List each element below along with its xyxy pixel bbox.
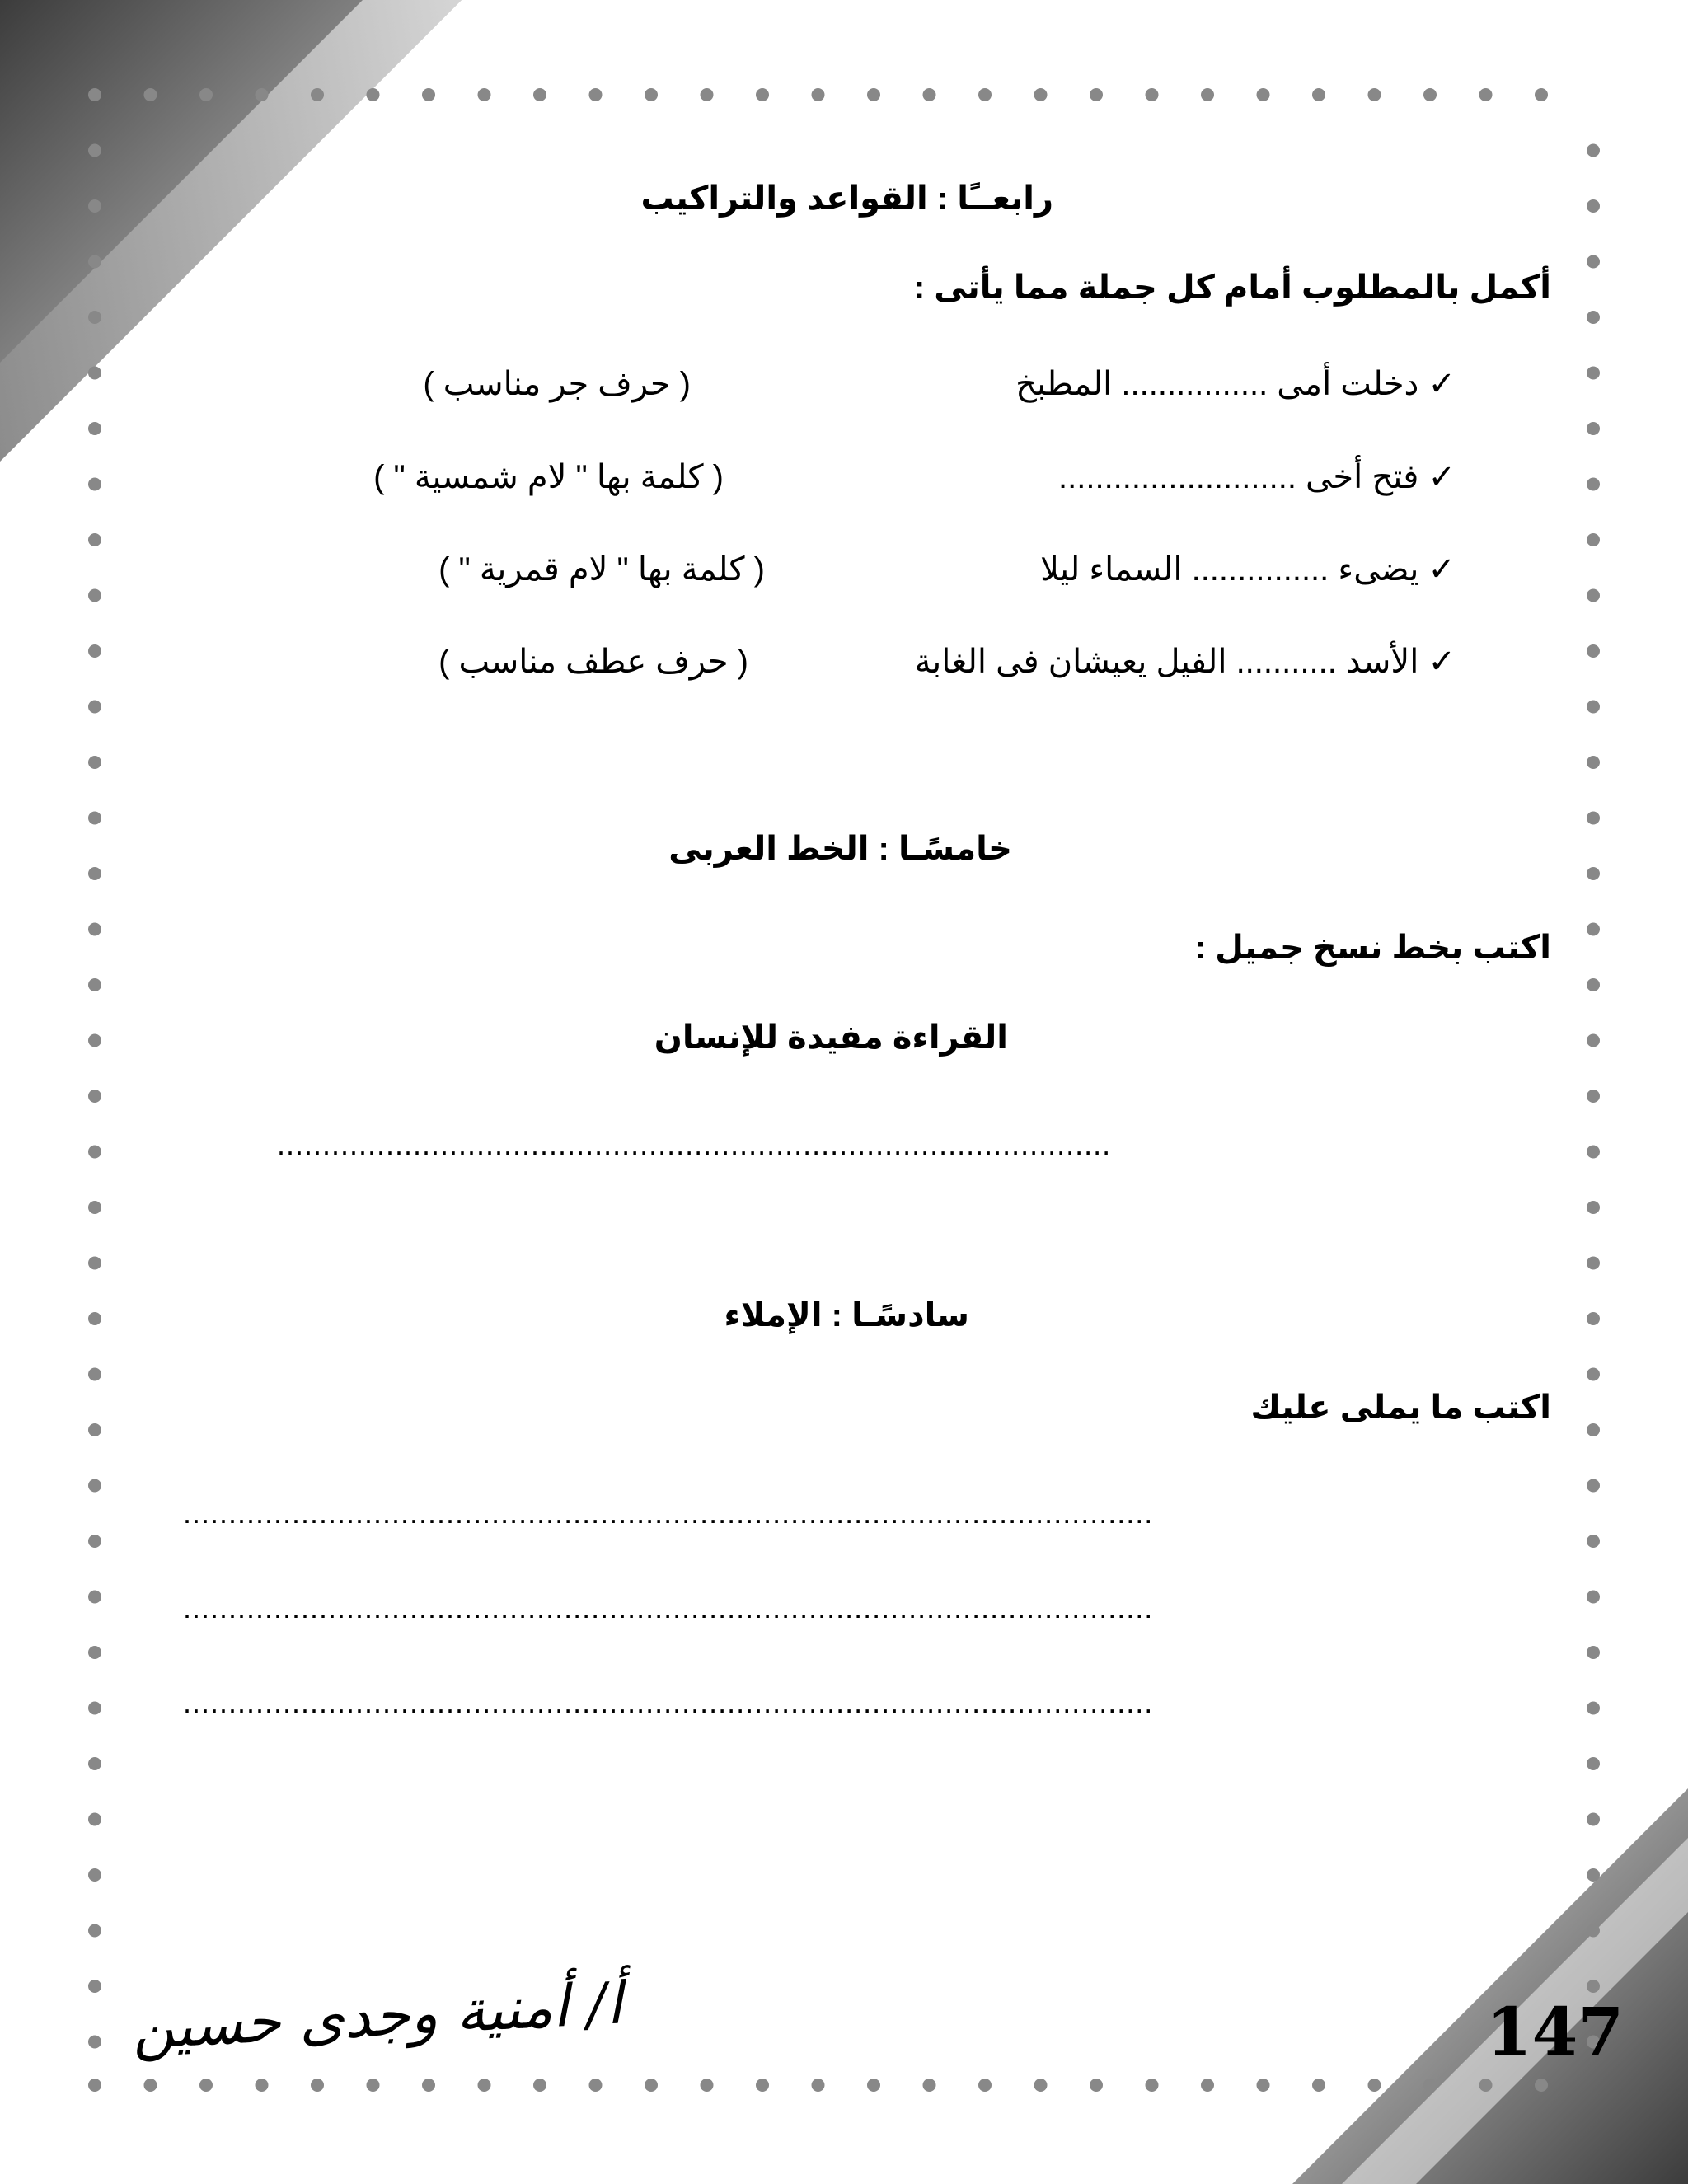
border-dot-top: [144, 88, 157, 101]
border-dot-left: [88, 1813, 101, 1826]
border-dot-right: [1587, 1479, 1600, 1493]
border-dot-left: [88, 1090, 101, 1103]
border-dot-left: [88, 2036, 101, 2049]
border-dot-bottom: [645, 2079, 658, 2092]
border-dot-bottom: [88, 2079, 101, 2092]
border-dot-top: [978, 88, 992, 101]
border-dot-left: [88, 1201, 101, 1214]
border-dot-top: [311, 88, 324, 101]
border-dot-top: [1146, 88, 1159, 101]
border-dot-left: [88, 756, 101, 769]
border-dot-left: [88, 199, 101, 213]
border-dot-left: [88, 1479, 101, 1493]
border-dot-bottom: [978, 2079, 992, 2092]
exercise-hint-1: ( حرف جر مناسب ): [423, 366, 691, 402]
border-dot-bottom: [1201, 2079, 1214, 2092]
border-dot-top: [478, 88, 491, 101]
exercise-sentence-2: ✓ فتح أخى ..........................: [1058, 459, 1456, 495]
border-dot-top: [1201, 88, 1214, 101]
border-dot-top: [756, 88, 769, 101]
border-dot-right: [1587, 1034, 1600, 1047]
border-dot-right: [1587, 533, 1600, 546]
exercise-hint-3: ( كلمة بها " لام قمرية " ): [438, 551, 765, 588]
border-dot-top: [256, 88, 269, 101]
border-dot-left: [88, 311, 101, 324]
border-dot-left: [88, 533, 101, 546]
border-dot-bottom: [311, 2079, 324, 2092]
border-dot-bottom: [1535, 2079, 1548, 2092]
copy-phrase: القراءة مفيدة للإنسان: [654, 1019, 1008, 1056]
border-dot-top: [1479, 88, 1493, 101]
border-dot-right: [1587, 1980, 1600, 1993]
border-dot-top: [1312, 88, 1325, 101]
border-dot-left: [88, 422, 101, 435]
border-dot-left: [88, 1646, 101, 1659]
border-dot-left: [88, 144, 101, 157]
border-dot-bottom: [1090, 2079, 1103, 2092]
border-dot-top: [1034, 88, 1048, 101]
border-dot-left: [88, 255, 101, 269]
exercise-sentence-3: ✓ يضىء ............... السماء ليلا: [1040, 551, 1456, 588]
border-dot-bottom: [533, 2079, 546, 2092]
border-dot-bottom: [1479, 2079, 1493, 2092]
exercise-hint-4: ( حرف عطف مناسب ): [438, 644, 748, 680]
border-dot-right: [1587, 1868, 1600, 1882]
border-dot-right: [1587, 1646, 1600, 1659]
border-dot-right: [1587, 311, 1600, 324]
border-dot-left: [88, 867, 101, 880]
border-dot-right: [1587, 1535, 1600, 1548]
border-dot-right: [1587, 1090, 1600, 1103]
border-dot-right: [1587, 1146, 1600, 1159]
border-dot-top: [199, 88, 213, 101]
border-dot-left: [88, 1757, 101, 1770]
border-dot-top: [1535, 88, 1548, 101]
border-dot-bottom: [1034, 2079, 1048, 2092]
border-dot-left: [88, 644, 101, 658]
border-dot-bottom: [1257, 2079, 1270, 2092]
border-dot-right: [1587, 701, 1600, 714]
border-dot-bottom: [144, 2079, 157, 2092]
section4-instruction: أكمل بالمطلوب أمام كل جملة مما يأتى :: [913, 269, 1551, 306]
section6-title: سادسًـا : الإملاء: [724, 1297, 969, 1333]
handwriting-answer-line[interactable]: ............................................................................................: [277, 1127, 1112, 1161]
border-dot-left: [88, 1034, 101, 1047]
border-dot-right: [1587, 144, 1600, 157]
border-dot-right: [1587, 978, 1600, 991]
border-dot-top: [1090, 88, 1103, 101]
border-dot-right: [1587, 589, 1600, 602]
border-dot-left: [88, 701, 101, 714]
section4-title: رابعــًا : القواعد والتراكيب: [640, 180, 1053, 217]
border-dot-bottom: [867, 2079, 880, 2092]
border-dot-left: [88, 1146, 101, 1159]
border-dot-left: [88, 589, 101, 602]
border-dot-right: [1587, 1201, 1600, 1214]
border-dot-left: [88, 978, 101, 991]
border-dot-bottom: [478, 2079, 491, 2092]
dictation-answer-line-1[interactable]: ...........................................................................................................: [183, 1496, 1154, 1530]
border-dot-top: [533, 88, 546, 101]
border-dot-right: [1587, 1312, 1600, 1325]
border-dot-right: [1587, 1423, 1600, 1436]
page-number: 147: [1486, 1993, 1624, 2070]
border-dot-top: [88, 88, 101, 101]
border-dot-right: [1587, 1924, 1600, 1938]
section6-instruction: اكتب ما يملى عليك: [1250, 1390, 1551, 1426]
border-dot-left: [88, 1423, 101, 1436]
border-dot-left: [88, 1924, 101, 1938]
border-dot-bottom: [923, 2079, 936, 2092]
section5-instruction: اكتب بخط نسخ جميل :: [1194, 930, 1551, 966]
border-dot-top: [812, 88, 825, 101]
exercise-sentence-4: ✓ الأسد ........... الفيل يعيشان فى الغابة: [914, 644, 1456, 680]
border-dot-right: [1587, 923, 1600, 936]
dictation-answer-line-3[interactable]: ...........................................................................................................: [183, 1685, 1154, 1719]
border-dot-bottom: [812, 2079, 825, 2092]
border-dot-right: [1587, 1757, 1600, 1770]
border-dot-top: [589, 88, 603, 101]
border-dot-right: [1587, 812, 1600, 825]
border-dot-right: [1587, 1591, 1600, 1604]
exercise-hint-2: ( كلمة بها " لام شمسية " ): [373, 459, 724, 495]
border-dot-right: [1587, 756, 1600, 769]
border-dot-left: [88, 1980, 101, 1993]
border-dot-top: [367, 88, 380, 101]
border-dot-bottom: [1312, 2079, 1325, 2092]
border-dot-left: [88, 1868, 101, 1882]
border-dot-right: [1587, 1257, 1600, 1270]
border-dot-bottom: [756, 2079, 769, 2092]
dictation-answer-line-2[interactable]: ...........................................................................................................: [183, 1591, 1154, 1624]
border-dot-top: [1368, 88, 1381, 101]
border-dot-right: [1587, 199, 1600, 213]
border-dot-right: [1587, 422, 1600, 435]
border-dot-bottom: [701, 2079, 714, 2092]
border-dot-left: [88, 812, 101, 825]
border-dot-left: [88, 367, 101, 380]
border-dot-left: [88, 1702, 101, 1715]
border-dot-top: [1423, 88, 1437, 101]
border-dot-bottom: [256, 2079, 269, 2092]
border-dot-top: [867, 88, 880, 101]
border-dot-left: [88, 1257, 101, 1270]
author-signature: أ/ أمنية وجدى حسين: [130, 1969, 624, 2063]
border-dot-top: [923, 88, 936, 101]
border-dot-top: [645, 88, 658, 101]
border-dot-right: [1587, 478, 1600, 491]
border-dot-left: [88, 923, 101, 936]
border-dot-bottom: [1423, 2079, 1437, 2092]
border-dot-right: [1587, 367, 1600, 380]
border-dot-bottom: [422, 2079, 435, 2092]
border-dot-top: [422, 88, 435, 101]
border-dot-left: [88, 478, 101, 491]
border-dot-right: [1587, 1813, 1600, 1826]
border-dot-bottom: [1146, 2079, 1159, 2092]
border-dot-left: [88, 1312, 101, 1325]
border-dot-right: [1587, 1702, 1600, 1715]
border-dot-left: [88, 1535, 101, 1548]
section5-title: خامسًـا : الخط العربى: [668, 831, 1012, 867]
border-dot-bottom: [1368, 2079, 1381, 2092]
exercise-sentence-1: ✓ دخلت أمى ................ المطبخ: [1015, 366, 1456, 402]
border-dot-bottom: [589, 2079, 603, 2092]
border-dot-right: [1587, 255, 1600, 269]
border-dot-top: [701, 88, 714, 101]
border-dot-right: [1587, 1368, 1600, 1381]
border-dot-right: [1587, 867, 1600, 880]
border-dot-bottom: [199, 2079, 213, 2092]
border-dot-left: [88, 1591, 101, 1604]
border-dot-bottom: [367, 2079, 380, 2092]
border-dot-left: [88, 1368, 101, 1381]
border-dot-right: [1587, 644, 1600, 658]
border-dot-top: [1257, 88, 1270, 101]
